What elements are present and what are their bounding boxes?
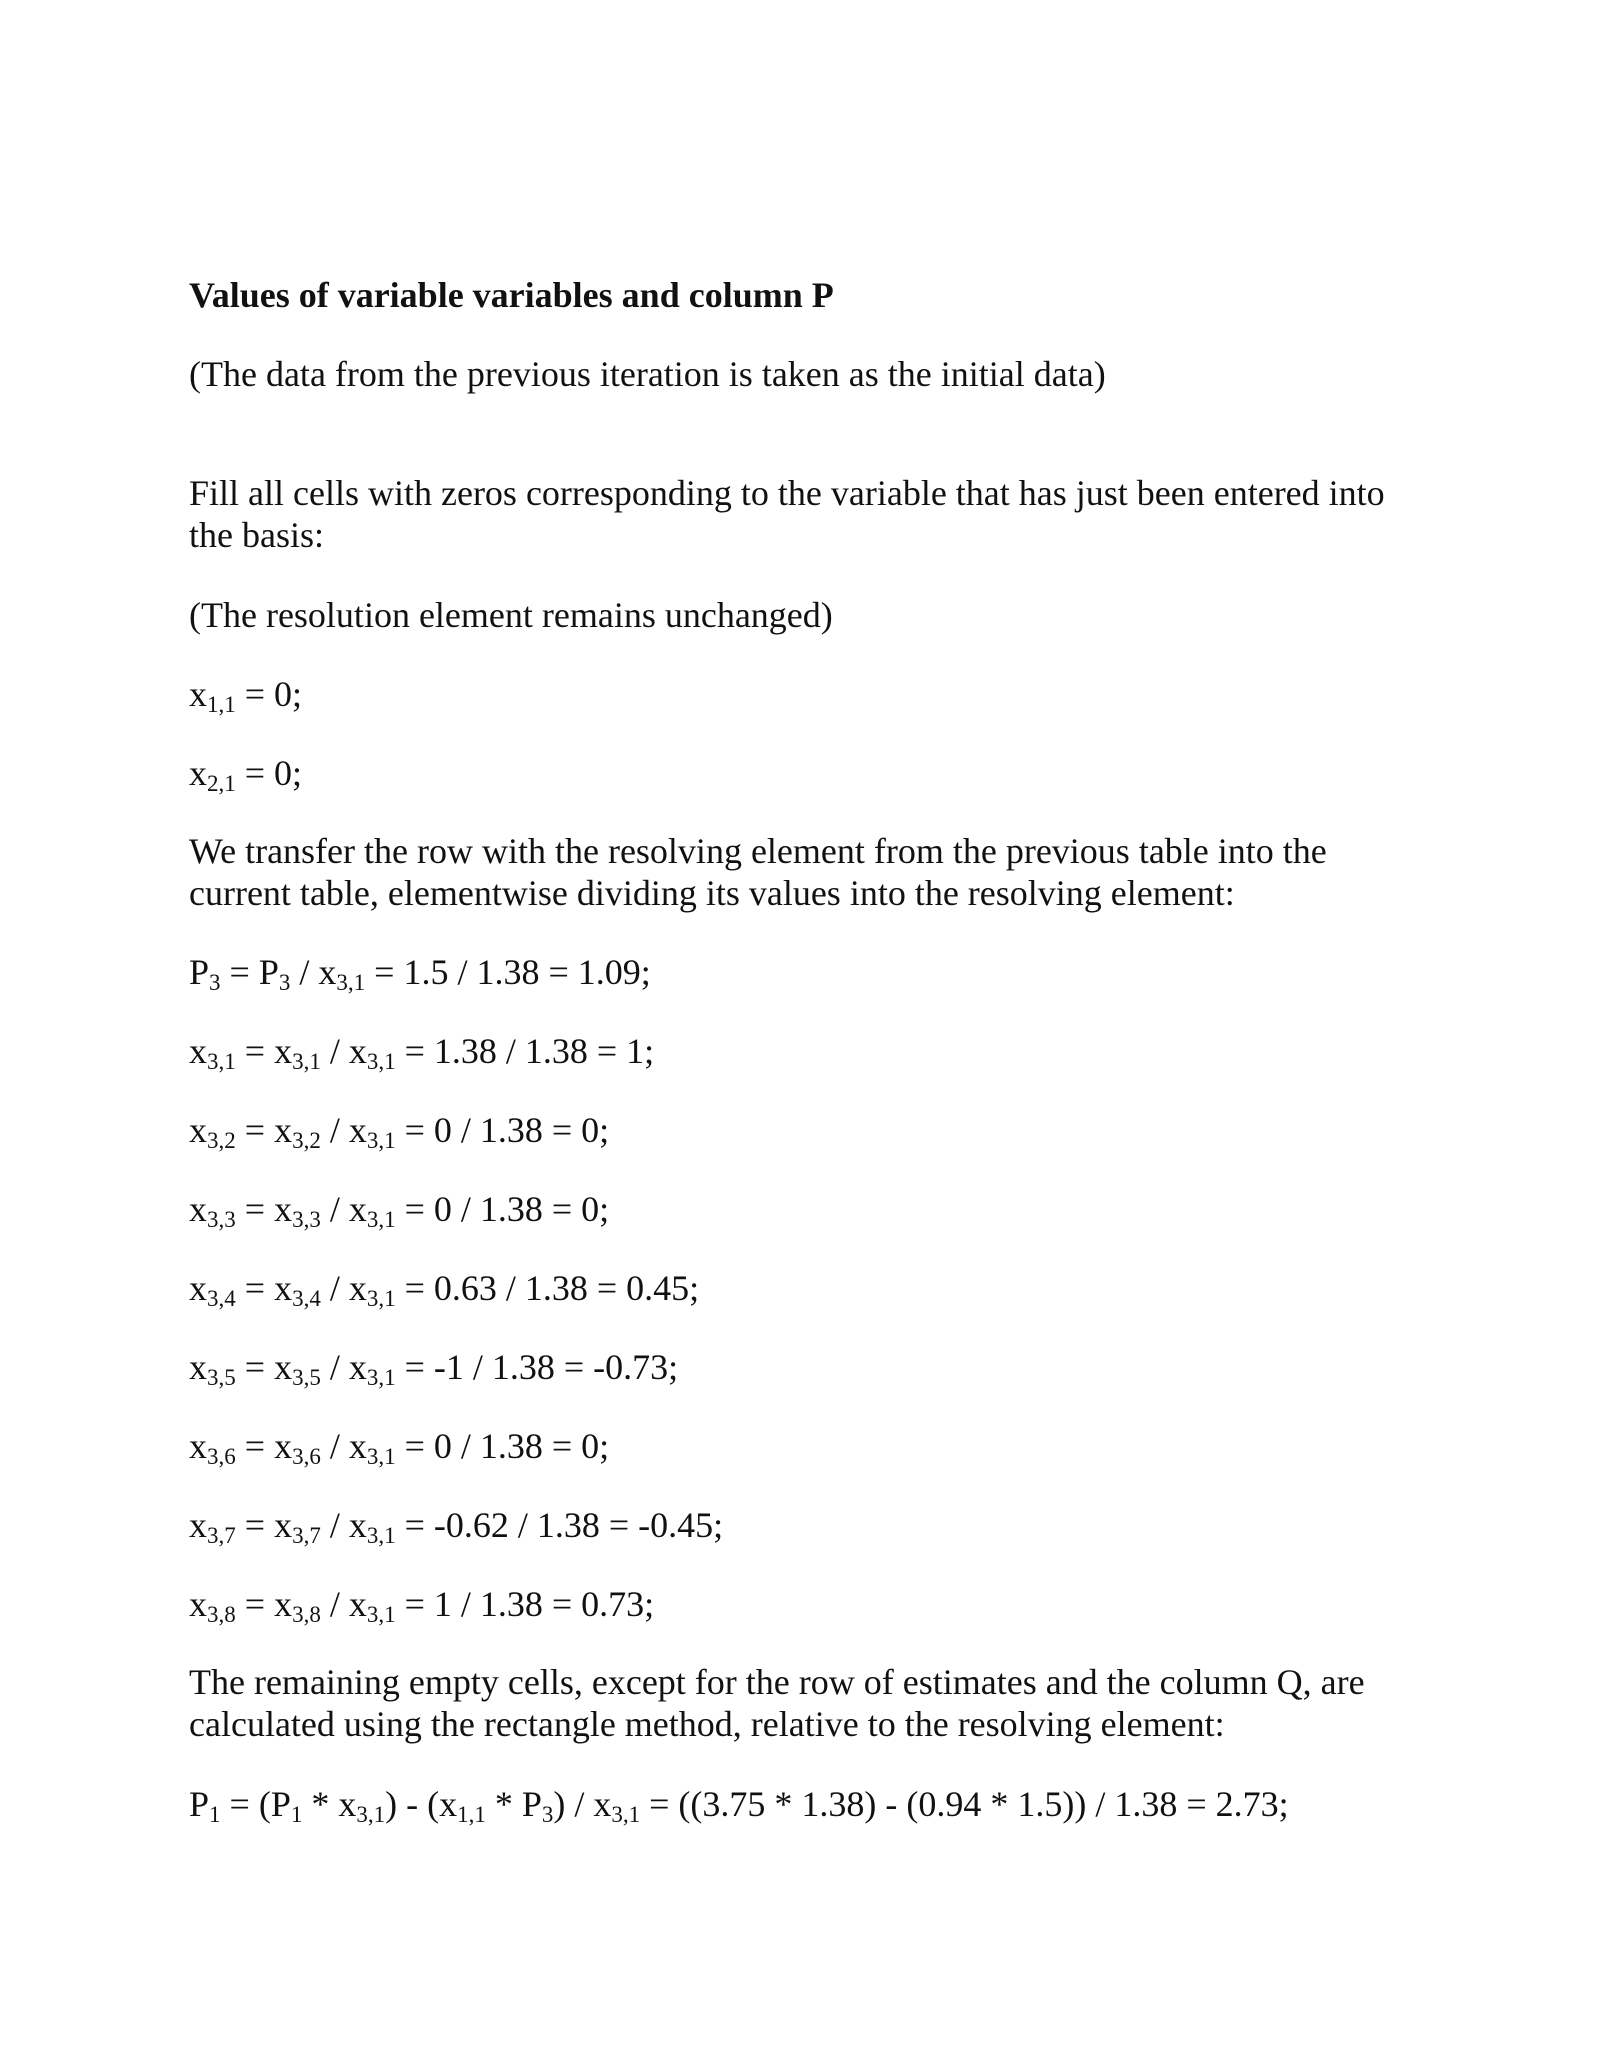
variable-subscript: 3,3 <box>292 1207 321 1232</box>
equation-rest: = 0 / 1.38 = 0; <box>395 1426 610 1466</box>
note-previous-iteration: (The data from the previous iteration is taken as the initial data) <box>189 354 1106 394</box>
equation-text: = <box>235 1189 275 1229</box>
equation-text: / <box>320 1505 349 1545</box>
variable-subscript: 3,1 <box>366 1523 396 1548</box>
variable-subscript: 3 <box>209 970 221 995</box>
equation-rest: = 0 / 1.38 = 0; <box>395 1189 610 1229</box>
fill-zeros-paragraph: Fill all cells with zeros corresponding to the variable that has just been entered into the basis: <box>189 473 1385 555</box>
variable-symbol: x <box>348 1110 367 1150</box>
equation-text: ) / <box>553 1784 594 1824</box>
variable-subscript: 3,4 <box>292 1286 321 1311</box>
variable-symbol: x <box>189 1189 207 1229</box>
rectangle-method-equation <box>189 1783 1429 1825</box>
equation-text: * <box>302 1784 339 1824</box>
equation-text: = <box>235 1268 275 1308</box>
division-equation <box>189 1504 1429 1546</box>
variable-subscript: 3,3 <box>207 1207 236 1232</box>
division-equation <box>189 1030 1429 1072</box>
variable-subscript: 1 <box>209 1802 221 1827</box>
variable-subscript: 3,8 <box>292 1602 321 1627</box>
variable-symbol: x <box>348 1031 367 1071</box>
equation-text: = <box>235 1347 275 1387</box>
variable-symbol: x <box>274 1426 293 1466</box>
equation-text: / <box>320 1189 349 1229</box>
equation-text: / <box>290 952 319 992</box>
variable-subscript: 3,6 <box>292 1444 321 1469</box>
equation-rest: = 0; <box>235 674 303 714</box>
variable-symbol: x <box>348 1189 367 1229</box>
variable-symbol: x <box>348 1347 367 1387</box>
equation-rest: = -1 / 1.38 = -0.73; <box>395 1347 679 1387</box>
variable-symbol: x <box>189 1031 207 1071</box>
division-equation <box>189 1188 1429 1230</box>
equation-rest: = ((3.75 * 1.38) - (0.94 * 1.5)) / 1.38 = 2.73; <box>640 1784 1289 1824</box>
variable-symbol: x <box>348 1584 367 1624</box>
variable-subscript: 1,1 <box>207 692 236 717</box>
variable-subscript: 3,4 <box>207 1286 236 1311</box>
equation-text: = <box>235 1426 275 1466</box>
division-equation <box>189 1346 1429 1388</box>
variable-symbol: x <box>189 1584 207 1624</box>
equation-rest: = 0; <box>235 753 303 793</box>
division-equation <box>189 1109 1429 1151</box>
variable-subscript: 3,1 <box>366 1207 396 1232</box>
remaining-cells-paragraph: The remaining empty cells, except for the row of estimates and the column Q, are calculated using the rectangle method, relative to the resolving element: <box>189 1662 1365 1744</box>
division-equation <box>189 951 1429 993</box>
equation-text: * <box>485 1784 522 1824</box>
variable-symbol: x <box>189 1110 207 1150</box>
section-heading: Values of variable variables and column P <box>189 275 834 315</box>
division-equation <box>189 1267 1429 1309</box>
variable-symbol: x <box>189 1347 207 1387</box>
variable-symbol: x <box>348 1505 367 1545</box>
equation-rest: = 0.63 / 1.38 = 0.45; <box>395 1268 700 1308</box>
variable-symbol: x <box>189 1426 207 1466</box>
variable-subscript: 3 <box>278 970 291 995</box>
variable-symbol: P <box>189 952 210 992</box>
variable-symbol: x <box>274 1110 293 1150</box>
equation-rest: = 1.5 / 1.38 = 1.09; <box>365 952 651 992</box>
zero-equation <box>189 673 1429 715</box>
variable-subscript: 3,1 <box>366 1049 396 1074</box>
variable-subscript: 3,5 <box>207 1365 236 1390</box>
equation-text: / <box>320 1347 349 1387</box>
equation-text: = <box>235 1584 275 1624</box>
transfer-paragraph: We transfer the row with the resolving element from the previous table into the current table, elementwise dividing its values into the resolving element: <box>189 831 1327 913</box>
variable-symbol: x <box>348 1268 367 1308</box>
equation-rest: = -0.62 / 1.38 = -0.45; <box>395 1505 724 1545</box>
equation-text: / <box>320 1584 349 1624</box>
note-resolution-element: (The resolution element remains unchanged) <box>189 595 833 635</box>
equation-rest: = 0 / 1.38 = 0; <box>395 1110 610 1150</box>
variable-subscript: 3,7 <box>292 1523 321 1548</box>
equation-text: = <box>220 952 259 992</box>
variable-symbol: x <box>274 1189 293 1229</box>
variable-subscript: 3,1 <box>611 1802 641 1827</box>
variable-subscript: 3,6 <box>207 1444 236 1469</box>
variable-symbol: P <box>270 1784 291 1824</box>
variable-subscript: 3,1 <box>207 1049 236 1074</box>
variable-subscript: 3,8 <box>207 1602 236 1627</box>
variable-symbol: P <box>189 1784 210 1824</box>
equation-text: / <box>320 1268 349 1308</box>
variable-symbol: x <box>189 1268 207 1308</box>
variable-subscript: 3,1 <box>336 970 366 995</box>
variable-subscript: 2,1 <box>207 771 236 796</box>
variable-symbol: x <box>274 1505 293 1545</box>
equation-text: = ( <box>220 1784 271 1824</box>
variable-subscript: 3,1 <box>366 1602 396 1627</box>
division-equation <box>189 1425 1429 1467</box>
equation-rest: = 1.38 / 1.38 = 1; <box>395 1031 655 1071</box>
variable-symbol: x <box>439 1784 458 1824</box>
variable-subscript: 3 <box>541 1802 554 1827</box>
variable-symbol: x <box>318 952 337 992</box>
variable-subscript: 3,1 <box>366 1128 396 1153</box>
equation-text: / <box>320 1031 349 1071</box>
variable-symbol: x <box>189 1505 207 1545</box>
variable-subscript: 1,1 <box>457 1802 486 1827</box>
variable-subscript: 3,1 <box>366 1365 396 1390</box>
variable-subscript: 3,1 <box>292 1049 321 1074</box>
variable-symbol: x <box>274 1584 293 1624</box>
variable-subscript: 3,7 <box>207 1523 236 1548</box>
equation-text: ) - ( <box>385 1784 440 1824</box>
variable-symbol: x <box>274 1347 293 1387</box>
variable-subscript: 1 <box>290 1802 303 1827</box>
equation-text: / <box>320 1426 349 1466</box>
variable-symbol: x <box>189 674 207 714</box>
division-equation <box>189 1583 1429 1625</box>
equation-text: = <box>235 1031 275 1071</box>
equation-text: = <box>235 1110 275 1150</box>
variable-symbol: P <box>258 952 279 992</box>
variable-symbol: x <box>274 1031 293 1071</box>
variable-symbol: P <box>521 1784 542 1824</box>
equation-rest: = 1 / 1.38 = 0.73; <box>395 1584 655 1624</box>
variable-subscript: 3,1 <box>356 1802 386 1827</box>
variable-symbol: x <box>274 1268 293 1308</box>
variable-symbol: x <box>338 1784 357 1824</box>
variable-subscript: 3,5 <box>292 1365 321 1390</box>
variable-subscript: 3,2 <box>207 1128 236 1153</box>
variable-symbol: x <box>348 1426 367 1466</box>
variable-subscript: 3,1 <box>366 1444 396 1469</box>
equation-text: = <box>235 1505 275 1545</box>
variable-subscript: 3,2 <box>292 1128 321 1153</box>
variable-subscript: 3,1 <box>366 1286 396 1311</box>
zero-equation <box>189 752 1429 794</box>
variable-symbol: x <box>593 1784 612 1824</box>
equation-text: / <box>320 1110 349 1150</box>
variable-symbol: x <box>189 753 207 793</box>
